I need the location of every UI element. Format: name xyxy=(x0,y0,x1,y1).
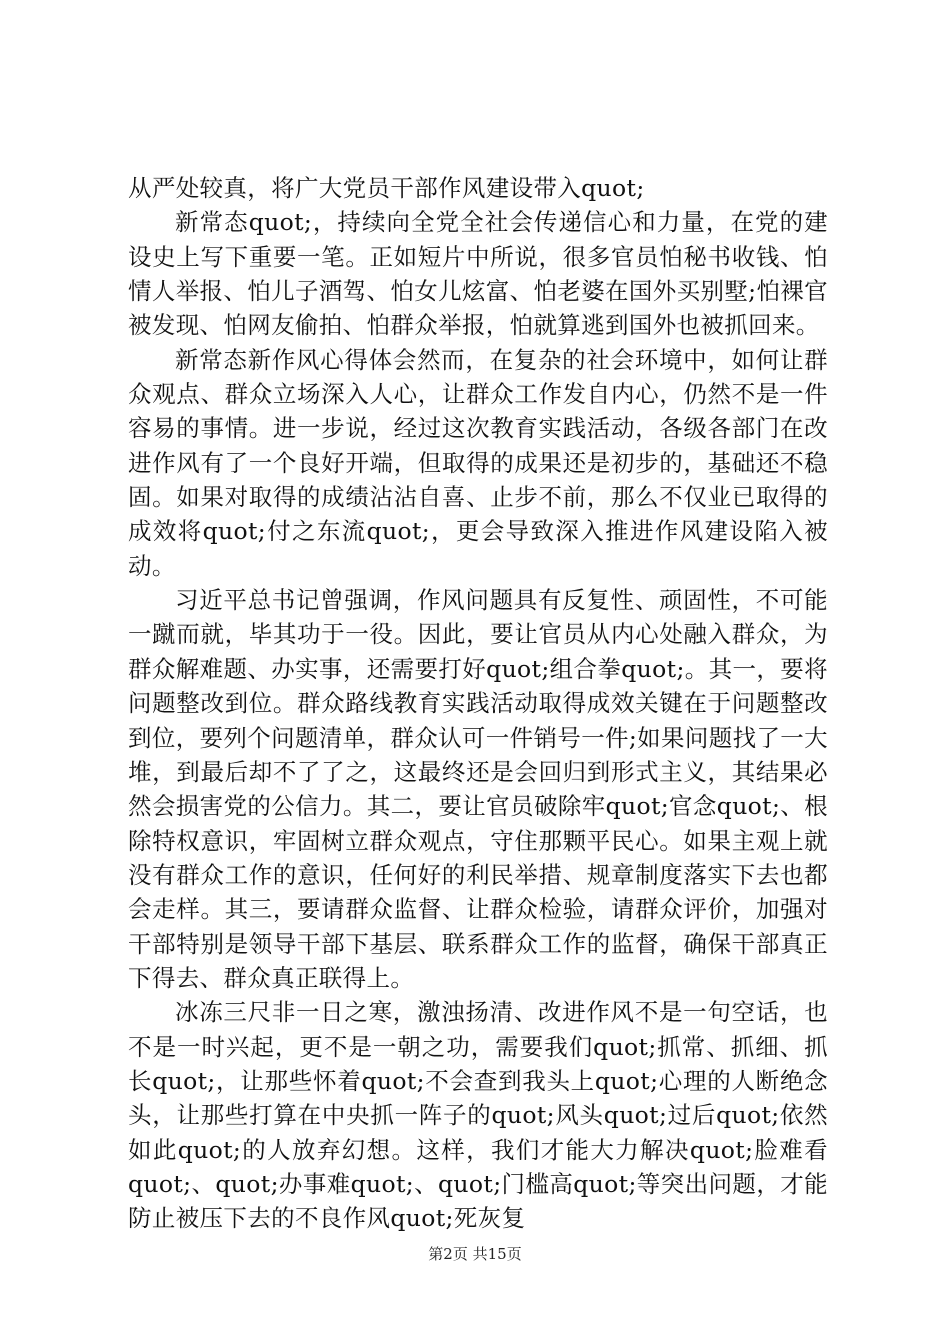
document-body xyxy=(128,171,828,1236)
paragraph: 新常态新作风心得体会然而，在复杂的社会环境中，如何让群众观点、群众立场深入人心，让群众工作发自内心，仍然不是一件容易的事情。进一步说，经过这次教育实践活动，各级各部门在改进作风有了一个良好开端，但取得的成果还是初步的，基础还不稳固。如果对取得的成绩沾沾自喜、止步不前，那么不仅业已取得的成效将quot;付之东流quot;，更会导致深入推进作风建设陷入被动。 xyxy=(128,345,828,580)
page-number-label: 第2页 共15页 xyxy=(428,1245,522,1263)
page-footer xyxy=(0,1244,950,1264)
paragraph: 冰冻三尺非一日之寒，激浊扬清、改进作风不是一句空话，也不是一时兴起，更不是一朝之功，需要我们quot;抓常、抓细、抓长quot;，让那些怀着quot;不会查到我头上quot;心理的人断绝念头，让那些打算在中央抓一阵子的quot;风头quot;过后quot;依然如此quot;的人放弃幻想。这样，我们才能大力解决quot;脸难看quot;、quot;办事难quot;、quot;门槛高quot;等突出问题，才能防止被压下去的不良作风quot;死灰复 xyxy=(128,998,828,1233)
paragraph: 新常态quot;，持续向全党全社会传递信心和力量，在党的建设史上写下重要一笔。正如短片中所说，很多官员怕秘书收钱、怕情人举报、怕儿子酒驾、怕女儿炫富、怕老婆在国外买别墅;怕裸官被发现、怕网友偷拍、怕群众举报，怕就算逃到国外也被抓回来。 xyxy=(128,208,828,340)
paragraph-continuation: 从严处较真，将广大党员干部作风建设带入quot; xyxy=(128,174,645,202)
paragraph: 习近平总书记曾强调，作风问题具有反复性、顽固性，不可能一蹴而就，毕其功于一役。因此，要让官员从内心处融入群众，为群众解难题、办实事，还需要打好quot;组合拳quot;。其一，要将问题整改到位。群众路线教育实践活动取得成效关键在于问题整改到位，要列个问题清单，群众认可一件销号一件;如果问题找了一大堆，到最后却不了了之，这最终还是会回归到形式主义，其结果必然会损害党的公信力。其二，要让官员破除牢quot;官念quot;、根除特权意识，牢固树立群众观点，守住那颗平民心。如果主观上就没有群众工作的意识，任何好的利民举措、规章制度落实下去也都会走样。其三，要请群众监督、让群众检验，请群众评价，加强对干部特别是领导干部下基层、联系群众工作的监督，确保干部真正下得去、群众真正联得上。 xyxy=(128,586,828,992)
